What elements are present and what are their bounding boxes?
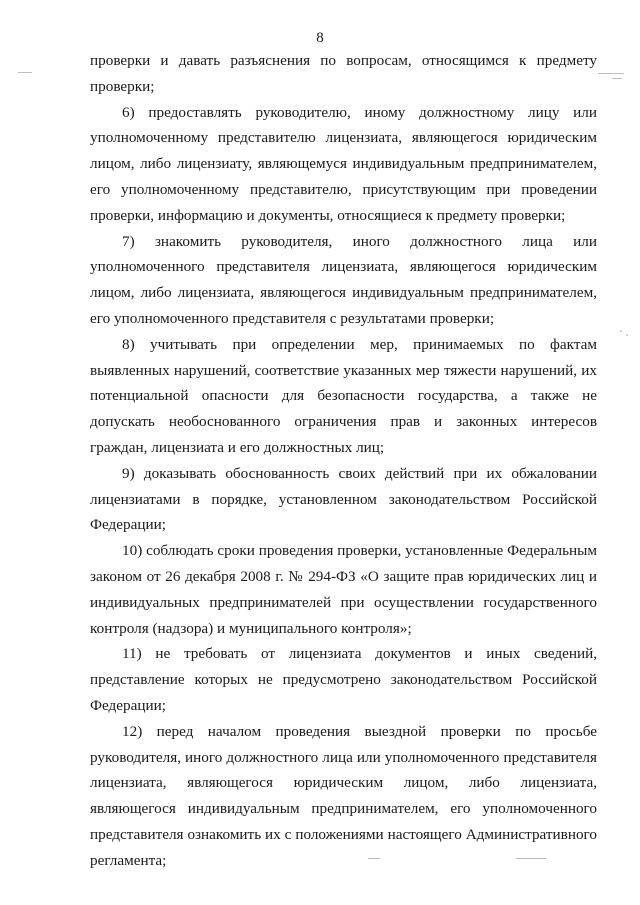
paragraph-item-12: 12) перед началом проведения выездной проверки по просьбе руководителя, иного должностного лица или уполномоченного представителя лицензиата, являющегося юридическим лицом, либо лицензиата, являющегося индивидуальным предпринимателем, его уполномоченного представителя ознакомить их с положениями настоящего Административного регламента; bbox=[90, 722, 597, 869]
paragraph-item-6: 6) предоставлять руководителю, иному должностному лицу или уполномоченному представителю лицензиата, являющегося юридическим лицом, либо лицензиату, являющемуся индивидуальным предпринимателем, его уполномоченному представителю, присутствующим при проведении проверки, информацию и документы, относящиеся к предмету проверки; bbox=[90, 103, 597, 224]
paragraph-item-10: 10) соблюдать сроки проведения проверки, установленные Федеральным законом от 26 декабря 2008 г. № 294-ФЗ «О защите прав юридических лиц и индивидуальных предпринимателей при осуществлении государственного контроля (надзора) и муниципального контроля»; bbox=[90, 542, 597, 637]
scan-artifact bbox=[612, 78, 622, 79]
paragraph-item-8: 8) учитывать при определении мер, принимаемых по фактам выявленных нарушений, соответствие указанных мер тяжести нарушений, их потенциальной опасности для безопасности государства, а также не допускать необоснованного ограничения прав и законных интересов граждан, лицензиата и его должностных лиц; bbox=[90, 335, 597, 456]
scan-artifact bbox=[626, 334, 628, 336]
paragraph-continuation: проверки и давать разъяснения по вопросам, относящимся к предмету проверки; bbox=[90, 52, 597, 95]
scan-artifact bbox=[598, 73, 624, 74]
scan-artifact bbox=[18, 72, 32, 73]
paragraph-item-7: 7) знакомить руководителя, иного должностного лица или уполномоченного представителя лицензиата, являющегося юридическим лицом, либо лицензиата, являющегося индивидуальным предпринимателем, его уполномоченного представителя с результатами проверки; bbox=[90, 232, 597, 327]
scan-artifact bbox=[620, 330, 622, 332]
document-body bbox=[90, 48, 597, 874]
paragraph-item-11: 11) не требовать от лицензиата документов и иных сведений, представление которых не предусмотрено законодательством Российской Федерации; bbox=[90, 645, 597, 714]
page-number: 8 bbox=[316, 30, 324, 46]
scan-artifact bbox=[516, 858, 546, 859]
paragraph-item-9: 9) доказывать обоснованность своих действий при их обжаловании лицензиатами в порядке, установленном законодательством Российской Федерации; bbox=[90, 464, 597, 534]
scan-artifact bbox=[368, 858, 380, 859]
